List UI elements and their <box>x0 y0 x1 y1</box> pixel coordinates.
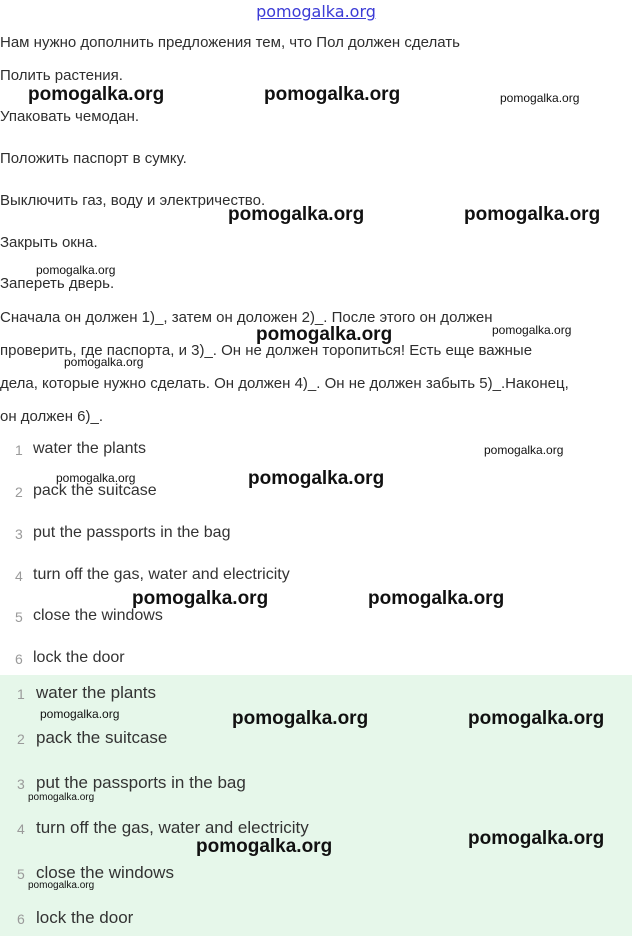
watermark: pomogalka.org <box>40 707 120 721</box>
action-item: Положить паспорт в сумку. <box>0 150 187 167</box>
watermark: pomogalka.org <box>36 263 116 277</box>
watermark: pomogalka.org <box>28 84 165 105</box>
phrase-number: 4 <box>15 568 23 584</box>
answer-text: close the windows <box>36 863 174 882</box>
phrase-text: water the plants <box>33 440 146 457</box>
watermark: pomogalka.org <box>264 84 401 105</box>
action-item: Полить растения. <box>0 67 123 84</box>
answer-number: 1 <box>17 686 25 702</box>
watermark: pomogalka.org <box>492 323 572 337</box>
answer-text: pack the suitcase <box>36 728 168 747</box>
watermark: pomogalka.org <box>464 204 601 225</box>
phrase-text: close the windows <box>33 607 163 624</box>
watermark: pomogalka.org <box>196 836 333 857</box>
watermark: pomogalka.org <box>256 324 393 345</box>
paragraph-line: он должен 6)_. <box>0 408 103 425</box>
answer-text: water the plants <box>36 683 157 702</box>
action-item: Упаковать чемодан. <box>0 108 140 125</box>
paragraph-line: дела, которые нужно сделать. Он должен 4)_. Он не должен забыть 5)_.Наконец, <box>0 375 569 392</box>
watermark: pomogalka.org <box>64 355 144 369</box>
answer-number: 2 <box>17 731 25 747</box>
action-item: Выключить газ, воду и электричество. <box>0 192 266 209</box>
answer-number: 6 <box>17 911 25 927</box>
watermark: pomogalka.org <box>28 880 95 891</box>
watermark: pomogalka.org <box>500 91 580 105</box>
watermark: pomogalka.org <box>132 588 269 609</box>
phrase-number: 2 <box>15 484 23 500</box>
watermark: pomogalka.org <box>228 204 365 225</box>
phrase-text: pack the suitcase <box>33 482 157 499</box>
watermark: pomogalka.org <box>56 471 136 485</box>
answer-text: turn off the gas, water and electricity <box>36 818 309 837</box>
instruction-text: Нам нужно дополнить предложения тем, что Пол должен сделать <box>0 34 460 51</box>
watermark: pomogalka.org <box>468 708 605 729</box>
watermark: pomogalka.org <box>484 443 564 457</box>
answer-number: 5 <box>17 866 25 882</box>
phrase-number: 1 <box>15 442 23 458</box>
site-link[interactable]: pomogalka.org <box>256 2 376 21</box>
watermark: pomogalka.org <box>28 792 95 803</box>
action-item: Запереть дверь. <box>0 275 115 292</box>
phrase-text: put the passports in the bag <box>33 524 231 541</box>
phrase-number: 5 <box>15 609 23 625</box>
action-item: Закрыть окна. <box>0 234 98 251</box>
paragraph-line: Сначала он должен 1)_, затем он доложен 2)_. После этого он должен <box>0 309 493 326</box>
answer-text: put the passports in the bag <box>36 773 246 792</box>
answer-number: 4 <box>17 821 25 837</box>
answer-number: 3 <box>17 776 25 792</box>
paragraph-line: проверить, где паспорта, и 3)_. Он не должен торопиться! Есть еще важные <box>0 342 533 359</box>
phrase-number: 3 <box>15 526 23 542</box>
phrase-text: turn off the gas, water and electricity <box>33 566 290 583</box>
watermark: pomogalka.org <box>248 468 385 489</box>
watermark: pomogalka.org <box>468 828 605 849</box>
watermark: pomogalka.org <box>368 588 505 609</box>
phrase-number: 6 <box>15 651 23 667</box>
watermark: pomogalka.org <box>232 708 369 729</box>
answer-text: lock the door <box>36 908 134 927</box>
phrase-text: lock the door <box>33 649 125 666</box>
